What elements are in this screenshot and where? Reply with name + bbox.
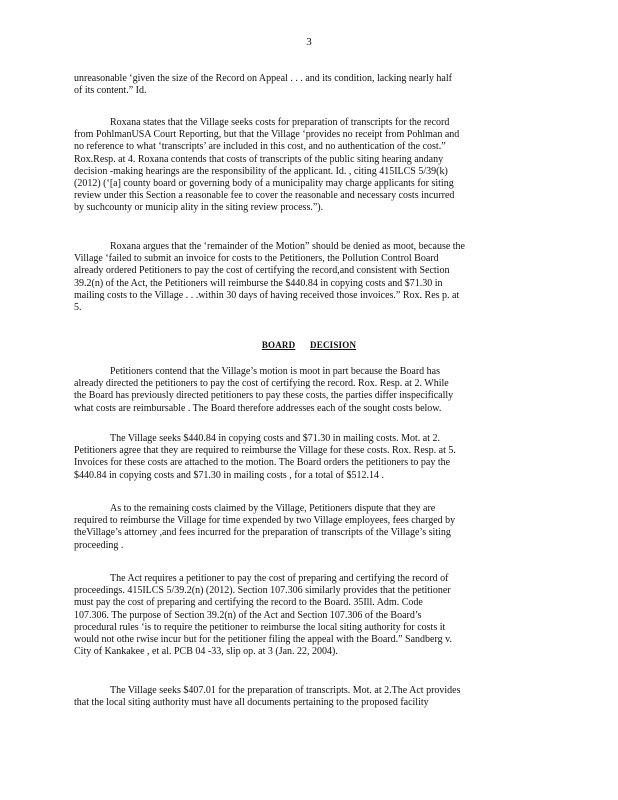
text-line: decision -making hearings are the responsibility of the applicant. Id. , citing 415ILCS 5/39(k)	[74, 165, 448, 177]
text-line: no reference to what ‘transcripts’ are included in this cost, and no authentication of the cost.”	[74, 141, 446, 153]
text-line: 39.2(n) of the Act, the Petitioners will reimburse the $440.84 in copying costs and $71.30 in	[74, 277, 443, 289]
text-line: the Board has previously directed petitioners to pay these costs, the parties differ inspecifically	[74, 390, 454, 402]
text-line: Roxana argues that the ‘remainder of the Motion” should be denied as moot, because the	[110, 241, 465, 252]
text-line: that the local siting authority must have all documents pertaining to the proposed facility	[74, 697, 429, 709]
paragraph-5	[74, 433, 534, 482]
text-line: by suchcounty or municip ality in the siting review process.”).	[74, 202, 324, 214]
text-line: 107.306. The purpose of Section 39.2(n) of the Act and Section 107.306 of the Board’s	[74, 609, 422, 621]
heading-word: BOARD	[261, 340, 296, 350]
text-line: theVillage’s attorney ,and fees incurred for the preparation of transcripts of the Village’s siting	[74, 527, 451, 539]
text-line: As to the remaining costs claimed by the Village, Petitioners dispute that they are	[110, 503, 436, 514]
text-line: mailing costs to the Village . . .within 30 days of having received those invoices.” Rox. Res p. at	[74, 289, 460, 301]
text-line: required to reimburse the Village for time expended by two Village employees, fees charged by	[74, 515, 456, 527]
text-line: what costs are reimbursable . The Board therefore addresses each of the sought costs below.	[74, 402, 442, 414]
text-line: Roxana states that the Village seeks costs for preparation of transcripts for the record	[110, 117, 450, 128]
paragraph-8	[74, 685, 534, 709]
heading-word: DECISION	[310, 340, 357, 350]
paragraph-3	[74, 241, 534, 314]
text-line: The Village seeks $440.84 in copying costs and $71.30 in mailing costs. Mot. at 2.	[110, 433, 441, 444]
text-line: The Village seeks $407.01 for the preparation of transcripts. Mot. at 2.The Act provides	[110, 685, 461, 696]
text-line: must pay the cost of preparing and certifying the record to the Board. 35Ill. Adm. Code	[74, 597, 423, 609]
text-line: City of Kankakee , et al. PCB 04 -33, slip op. at 3 (Jan. 22, 2004).	[74, 646, 338, 658]
text-line: already directed the petitioners to pay the cost of certifying the record. Rox. Resp. at 2. While	[74, 378, 449, 390]
text-line: review under this Section a reasonable fee to cover the reasonable and necessary costs incurred	[74, 190, 455, 202]
text-line: 5.	[74, 302, 82, 314]
text-line: already ordered Petitioners to pay the cost of certifying the record,and consistent with Section	[74, 265, 450, 277]
paragraph-1	[74, 73, 534, 97]
text-line: Village ‘failed to submit an invoice for costs to the Petitioners, the Pollution Control Board	[74, 253, 439, 265]
section-heading	[0, 340, 618, 350]
text-line: Invoices for these costs are attached to the motion. The Board orders the petitioners to pay the	[74, 457, 451, 469]
paragraph-2	[74, 117, 534, 215]
text-line: would not othe rwise incur but for the petitioner filing the appeal with the Board.” Sandberg v.	[74, 634, 452, 646]
text-line: The Act requires a petitioner to pay the cost of preparing and certifying the record of	[110, 573, 449, 584]
text-line: unreasonable ‘given the size of the Record on Appeal . . . and its condition, lacking nearly half	[74, 73, 452, 84]
paragraph-7	[74, 573, 534, 658]
text-line: (2012) (‘[a] county board or governing body of a municipality may charge applicants for siting	[74, 178, 454, 190]
text-line: $440.84 in copying costs and $71.30 in mailing costs , for a total of $512.14 .	[74, 469, 384, 481]
text-line: procedural rules ‘is to require the petitioner to reimburse the local siting authority for costs it	[74, 621, 446, 633]
text-line: Rox.Resp. at 4. Roxana contends that costs of transcripts of the public siting hearing andany	[74, 153, 444, 165]
text-line: proceeding .	[74, 539, 124, 551]
text-line: Petitioners contend that the Village’s motion is moot in part because the Board has	[110, 366, 440, 377]
text-line: of its content.” Id.	[74, 85, 147, 97]
text-line: proceedings. 415ILCS 5/39.2(n) (2012). Section 107.306 similarly provides that the petitioner	[74, 585, 451, 597]
page-number: 3	[306, 36, 312, 48]
paragraph-6	[74, 503, 534, 552]
text-line: from PohlmanUSA Court Reporting, but that the Village ‘provides no receipt from Pohlman and	[74, 129, 460, 141]
paragraph-4	[74, 366, 534, 415]
text-line: Petitioners agree that they are required to reimburse the Village for these costs. Rox. Resp. at 5.	[74, 445, 456, 457]
